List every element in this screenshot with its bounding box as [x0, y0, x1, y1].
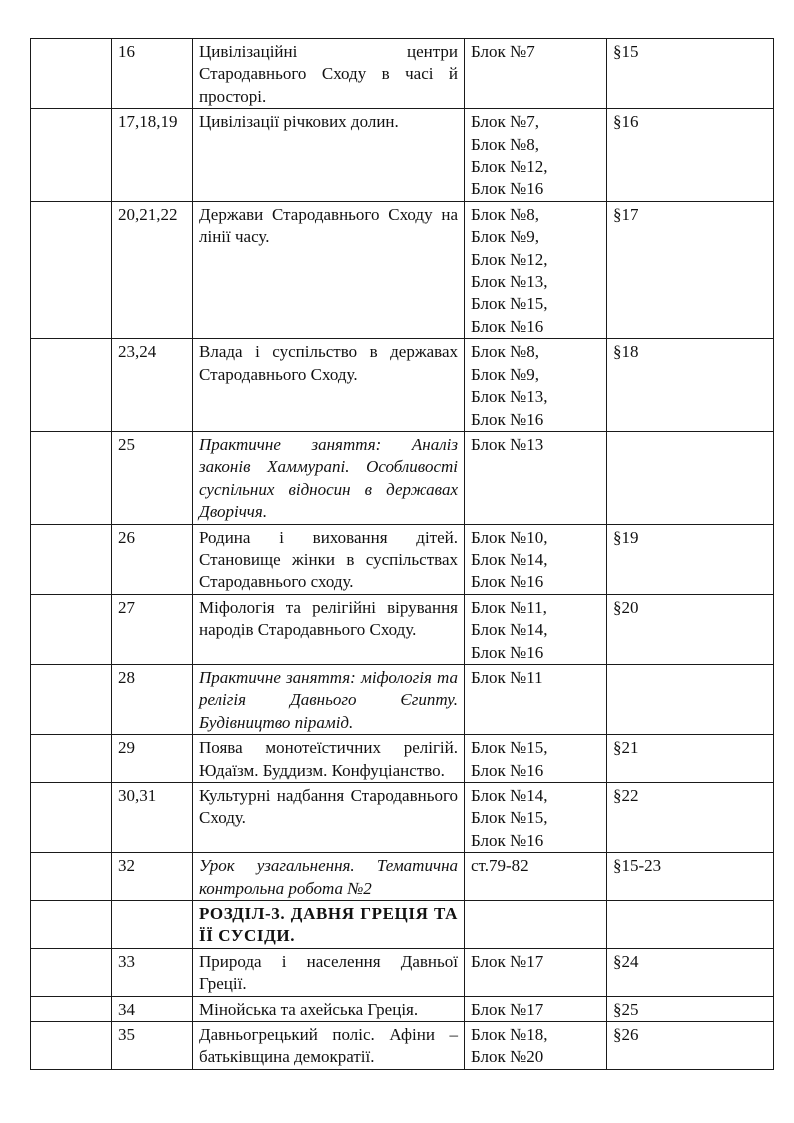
- lesson-number: 17,18,19: [112, 109, 193, 202]
- section-heading: РОЗДІЛ-3. ДАВНЯ ГРЕЦІЯ ТА ЇЇ СУСІДИ.: [193, 901, 465, 949]
- block-reference: Блок №15,: [471, 738, 548, 758]
- table-row: [31, 594, 774, 664]
- textbook-paragraph: §21: [607, 735, 774, 783]
- lesson-topic: Родина і виховання дітей. Становище жінки в суспільствах Стародавнього сходу.: [193, 524, 465, 594]
- row-blank-cell: [31, 853, 112, 901]
- lesson-number: 16: [112, 39, 193, 109]
- lesson-blocks: [465, 201, 607, 338]
- block-reference: Блок №16: [471, 760, 544, 780]
- textbook-paragraph: [607, 901, 774, 949]
- textbook-paragraph: [607, 664, 774, 734]
- table-row: [31, 339, 774, 432]
- lesson-blocks: [465, 948, 607, 996]
- block-reference: Блок №8,: [471, 342, 539, 362]
- lesson-topic: Держави Стародавнього Сходу на лінії часу.: [193, 201, 465, 338]
- block-reference: Блок №16: [471, 830, 544, 850]
- lesson-topic: Природа і населення Давньої Греції.: [193, 948, 465, 996]
- lesson-number: 25: [112, 431, 193, 524]
- textbook-paragraph: [607, 431, 774, 524]
- textbook-paragraph: §16: [607, 109, 774, 202]
- block-reference: Блок №7: [471, 42, 535, 61]
- block-reference: Блок №15,: [471, 294, 548, 314]
- block-reference: Блок №12,: [471, 157, 548, 177]
- lesson-blocks: [465, 431, 607, 524]
- lesson-topic: Практичне заняття: Аналіз законів Хаммурапі. Особливості суспільних відносин в державах Дворіччя.: [193, 431, 465, 524]
- lesson-number: 20,21,22: [112, 201, 193, 338]
- table-row: [31, 664, 774, 734]
- textbook-paragraph: §26: [607, 1022, 774, 1070]
- lesson-topic: Влада і суспільство в державах Стародавнього Сходу.: [193, 339, 465, 432]
- textbook-paragraph: §15: [607, 39, 774, 109]
- row-blank-cell: [31, 431, 112, 524]
- lesson-number: 23,24: [112, 339, 193, 432]
- textbook-paragraph: §24: [607, 948, 774, 996]
- lesson-blocks: [465, 1022, 607, 1070]
- lesson-topic: Урок узагальнення. Тематична контрольна робота №2: [193, 853, 465, 901]
- row-blank-cell: [31, 735, 112, 783]
- block-reference: Блок №14,: [471, 549, 548, 569]
- textbook-paragraph: §17: [607, 201, 774, 338]
- row-blank-cell: [31, 664, 112, 734]
- row-blank-cell: [31, 1022, 112, 1070]
- lesson-blocks: [465, 664, 607, 734]
- textbook-paragraph: §22: [607, 783, 774, 853]
- textbook-paragraph: §25: [607, 996, 774, 1021]
- block-reference: ст.79-82: [471, 856, 529, 876]
- block-reference: Блок №14,: [471, 786, 548, 805]
- block-reference: Блок №9,: [471, 364, 539, 384]
- block-reference: Блок №16: [471, 642, 544, 662]
- lesson-number: 30,31: [112, 783, 193, 853]
- table-row: [31, 431, 774, 524]
- block-reference: Блок №9,: [471, 227, 539, 247]
- table-row: [31, 201, 774, 338]
- block-reference: Блок №20: [471, 1047, 544, 1067]
- row-blank-cell: [31, 783, 112, 853]
- row-blank-cell: [31, 594, 112, 664]
- lesson-topic: Мінойська та ахейська Греція.: [193, 996, 465, 1021]
- row-blank-cell: [31, 109, 112, 202]
- lesson-number: 35: [112, 1022, 193, 1070]
- lesson-topic: Міфологія та релігійні вірування народів Стародавнього Сходу.: [193, 594, 465, 664]
- block-reference: Блок №8,: [471, 204, 539, 224]
- lesson-blocks: [465, 524, 607, 594]
- lesson-blocks: [465, 901, 607, 949]
- lesson-blocks: [465, 853, 607, 901]
- lesson-number: 26: [112, 524, 193, 594]
- lesson-topic: Цивілізації річкових долин.: [193, 109, 465, 202]
- table-row: [31, 735, 774, 783]
- block-reference: Блок №10,: [471, 527, 548, 547]
- table-row: [31, 996, 774, 1021]
- block-reference: Блок №14,: [471, 620, 548, 640]
- lesson-blocks: [465, 109, 607, 202]
- lesson-topic: Практичне заняття: міфологія та релігія Давнього Єгипту. Будівництво пірамід.: [193, 664, 465, 734]
- lesson-topic: Поява монотеїстичних релігій. Юдаїзм. Буддизм. Конфуціанство.: [193, 735, 465, 783]
- block-reference: Блок №16: [471, 316, 544, 336]
- lesson-number: 33: [112, 948, 193, 996]
- lesson-number: 27: [112, 594, 193, 664]
- block-reference: Блок №18,: [471, 1025, 548, 1045]
- table-row: [31, 783, 774, 853]
- row-blank-cell: [31, 201, 112, 338]
- lesson-topic: Цивілізаційні центри Стародавнього Сходу в часі й просторі.: [193, 39, 465, 109]
- block-reference: Блок №8,: [471, 134, 539, 154]
- lesson-plan-table: [30, 38, 774, 1070]
- block-reference: Блок №17: [471, 999, 544, 1019]
- block-reference: Блок №11,: [471, 597, 547, 617]
- block-reference: Блок №7,: [471, 112, 539, 132]
- lesson-number: 29: [112, 735, 193, 783]
- row-blank-cell: [31, 39, 112, 109]
- table-row: [31, 853, 774, 901]
- lesson-blocks: [465, 996, 607, 1021]
- block-reference: Блок №16: [471, 409, 544, 429]
- block-reference: Блок №13: [471, 434, 544, 454]
- lesson-number: 28: [112, 664, 193, 734]
- lesson-number: 34: [112, 996, 193, 1021]
- lesson-number: [112, 901, 193, 949]
- block-reference: Блок №13,: [471, 272, 548, 292]
- table-row: [31, 901, 774, 949]
- lesson-blocks: [465, 594, 607, 664]
- lesson-blocks: [465, 783, 607, 853]
- lesson-blocks: [465, 39, 607, 109]
- lesson-number: 32: [112, 853, 193, 901]
- block-reference: Блок №15,: [471, 808, 548, 828]
- textbook-paragraph: §20: [607, 594, 774, 664]
- lesson-topic: Культурні надбання Стародавнього Сходу.: [193, 783, 465, 853]
- block-reference: Блок №16: [471, 572, 544, 592]
- table-row: [31, 1022, 774, 1070]
- row-blank-cell: [31, 948, 112, 996]
- textbook-paragraph: §15-23: [607, 853, 774, 901]
- table-row: [31, 524, 774, 594]
- table-row: [31, 39, 774, 109]
- table-row: [31, 948, 774, 996]
- block-reference: Блок №12,: [471, 249, 548, 269]
- lesson-blocks: [465, 735, 607, 783]
- row-blank-cell: [31, 901, 112, 949]
- textbook-paragraph: §18: [607, 339, 774, 432]
- block-reference: Блок №11: [471, 667, 543, 687]
- row-blank-cell: [31, 524, 112, 594]
- lesson-plan-body: [31, 39, 774, 1070]
- row-blank-cell: [31, 996, 112, 1021]
- row-blank-cell: [31, 339, 112, 432]
- lesson-topic: Давньогрецький поліс. Афіни – батьківщина демократії.: [193, 1022, 465, 1070]
- block-reference: Блок №17: [471, 951, 544, 971]
- block-reference: Блок №16: [471, 179, 544, 199]
- lesson-blocks: [465, 339, 607, 432]
- table-row: [31, 109, 774, 202]
- textbook-paragraph: §19: [607, 524, 774, 594]
- block-reference: Блок №13,: [471, 387, 548, 407]
